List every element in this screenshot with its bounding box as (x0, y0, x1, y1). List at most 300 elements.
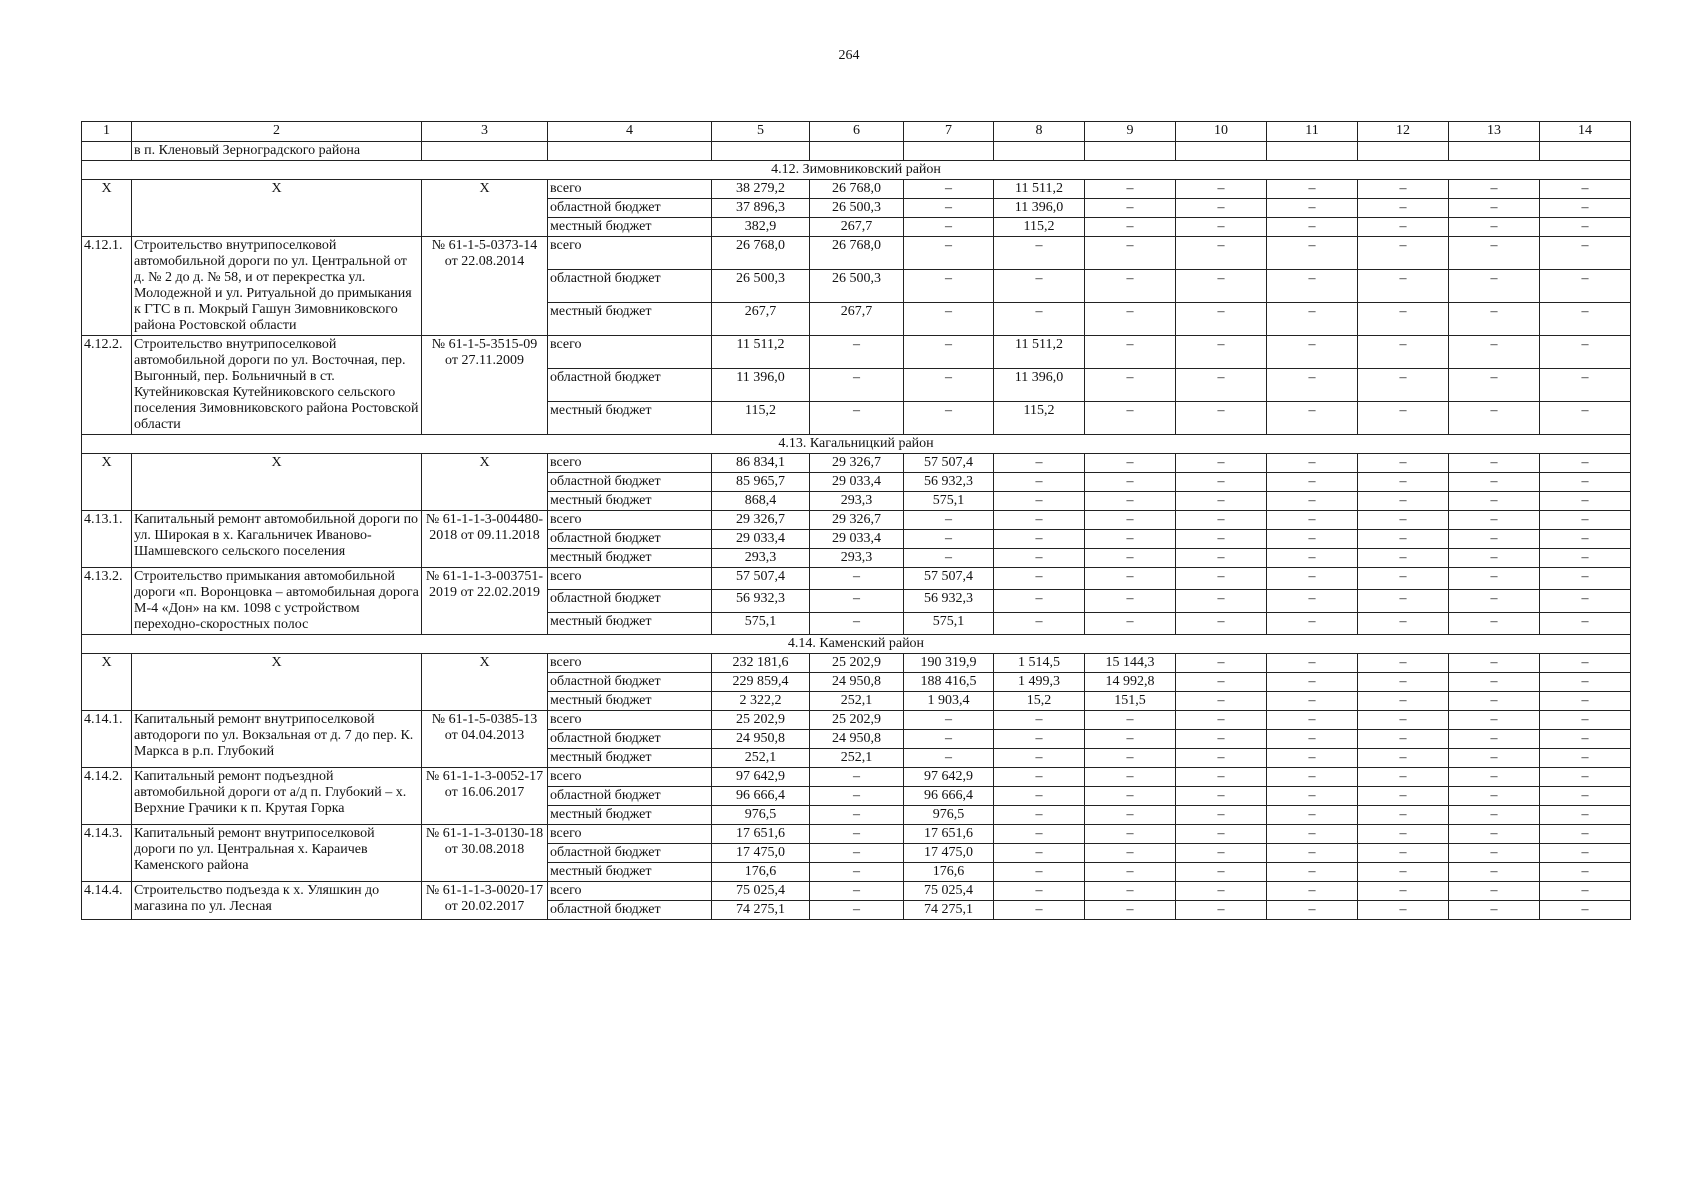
budget-type: местный бюджет (548, 549, 712, 568)
amount-cell: – (1449, 882, 1540, 901)
amount-cell: – (1449, 511, 1540, 530)
budget-type: областной бюджет (548, 590, 712, 612)
item-name: Х (132, 454, 422, 511)
amount-cell: – (1176, 511, 1267, 530)
amount-cell: – (1267, 336, 1358, 369)
amount-cell: – (1358, 692, 1449, 711)
amount-cell: – (1267, 530, 1358, 549)
section-title: 4.14. Каменский район (82, 635, 1631, 654)
amount-cell: – (1540, 270, 1631, 303)
amount-cell: 15 144,3 (1085, 654, 1176, 673)
amount-cell: 17 475,0 (712, 844, 810, 863)
cell-empty (904, 142, 994, 161)
amount-cell: – (1085, 218, 1176, 237)
amount-cell: – (1540, 882, 1631, 901)
amount-cell: 11 396,0 (994, 199, 1085, 218)
amount-cell: – (1540, 303, 1631, 336)
amount-cell: – (1449, 844, 1540, 863)
amount-cell: – (1176, 492, 1267, 511)
budget-type: местный бюджет (548, 749, 712, 768)
budget-type: местный бюджет (548, 806, 712, 825)
amount-cell: – (1449, 473, 1540, 492)
amount-cell: – (904, 199, 994, 218)
item-row (82, 568, 1631, 590)
amount-cell: – (994, 787, 1085, 806)
amount-cell: – (1267, 711, 1358, 730)
amount-cell: – (1267, 237, 1358, 270)
amount-cell: – (1176, 549, 1267, 568)
amount-cell: – (1267, 654, 1358, 673)
budget-type: местный бюджет (548, 303, 712, 336)
column-number: 14 (1540, 122, 1631, 142)
amount-cell: 267,7 (712, 303, 810, 336)
amount-cell: – (994, 530, 1085, 549)
amount-cell: – (1358, 787, 1449, 806)
amount-cell: – (1358, 654, 1449, 673)
amount-cell: – (1085, 590, 1176, 612)
amount-cell: – (1176, 654, 1267, 673)
amount-cell: 56 932,3 (904, 473, 994, 492)
amount-cell: 74 275,1 (712, 901, 810, 920)
amount-cell: 575,1 (904, 492, 994, 511)
column-number: 13 (1449, 122, 1540, 142)
amount-cell: – (1540, 369, 1631, 402)
amount-cell: – (1358, 549, 1449, 568)
document-number: № 61-1-1-3-0052-17 от 16.06.2017 (422, 768, 548, 825)
amount-cell: – (1358, 590, 1449, 612)
amount-cell: – (1176, 402, 1267, 435)
amount-cell: – (1540, 180, 1631, 199)
item-number: 4.14.1. (82, 711, 132, 768)
amount-cell: 57 507,4 (904, 454, 994, 473)
cell-empty (82, 142, 132, 161)
amount-cell: 11 396,0 (994, 369, 1085, 402)
amount-cell: – (1176, 336, 1267, 369)
amount-cell: – (1358, 270, 1449, 303)
amount-cell: – (904, 402, 994, 435)
amount-cell: – (1085, 402, 1176, 435)
amount-cell: – (1267, 402, 1358, 435)
amount-cell: 24 950,8 (810, 673, 904, 692)
amount-cell: – (994, 749, 1085, 768)
amount-cell: – (1267, 511, 1358, 530)
amount-cell: – (1176, 711, 1267, 730)
amount-cell: 25 202,9 (712, 711, 810, 730)
column-number: 12 (1358, 122, 1449, 142)
amount-cell: 26 500,3 (712, 270, 810, 303)
amount-cell: – (1176, 863, 1267, 882)
amount-cell: – (1358, 369, 1449, 402)
amount-cell: – (904, 549, 994, 568)
amount-cell: 188 416,5 (904, 673, 994, 692)
cell-empty (1540, 142, 1631, 161)
amount-cell: – (1358, 199, 1449, 218)
amount-cell: 96 666,4 (904, 787, 994, 806)
amount-cell: – (904, 711, 994, 730)
amount-cell: 229 859,4 (712, 673, 810, 692)
amount-cell: – (1449, 901, 1540, 920)
amount-cell: – (1267, 863, 1358, 882)
amount-cell: – (1358, 511, 1449, 530)
amount-cell: – (1176, 787, 1267, 806)
amount-cell: – (904, 237, 994, 270)
amount-cell: – (994, 806, 1085, 825)
budget-type: областной бюджет (548, 730, 712, 749)
budget-type: областной бюджет (548, 270, 712, 303)
item-row (82, 237, 1631, 270)
amount-cell: – (1085, 730, 1176, 749)
amount-cell: – (1449, 369, 1540, 402)
amount-cell: – (994, 303, 1085, 336)
amount-cell: 74 275,1 (904, 901, 994, 920)
amount-cell: 26 768,0 (810, 180, 904, 199)
amount-cell: – (810, 402, 904, 435)
amount-cell: – (1085, 901, 1176, 920)
amount-cell: – (1267, 673, 1358, 692)
item-row (82, 882, 1631, 901)
item-number: 4.13.1. (82, 511, 132, 568)
budget-type: областной бюджет (548, 844, 712, 863)
amount-cell: – (1540, 654, 1631, 673)
amount-cell: – (1085, 787, 1176, 806)
amount-cell: – (904, 218, 994, 237)
item-name: Капитальный ремонт внутрипоселковой дороги по ул. Центральная х. Караичев Каменского района (132, 825, 422, 882)
column-number: 3 (422, 122, 548, 142)
amount-cell: – (1085, 530, 1176, 549)
amount-cell: – (1085, 199, 1176, 218)
continuation-row (82, 142, 1631, 161)
column-number: 2 (132, 122, 422, 142)
amount-cell: 17 651,6 (712, 825, 810, 844)
amount-cell: 29 033,4 (810, 473, 904, 492)
amount-cell: – (904, 303, 994, 336)
amount-cell: – (1267, 270, 1358, 303)
amount-cell: 15,2 (994, 692, 1085, 711)
budget-type: местный бюджет (548, 402, 712, 435)
amount-cell: – (994, 768, 1085, 787)
amount-cell: – (1358, 530, 1449, 549)
amount-cell: – (1358, 901, 1449, 920)
amount-cell: – (1085, 863, 1176, 882)
item-name: Капитальный ремонт подъездной автомобильной дороги от а/д п. Глубокий – х. Верхние Грачики к п. Крутая Горка (132, 768, 422, 825)
amount-cell: 267,7 (810, 303, 904, 336)
budget-table (81, 121, 1631, 920)
amount-cell: – (1267, 369, 1358, 402)
amount-cell: – (810, 863, 904, 882)
amount-cell: – (1449, 402, 1540, 435)
item-row (82, 336, 1631, 369)
amount-cell: 75 025,4 (904, 882, 994, 901)
amount-cell: – (994, 844, 1085, 863)
amount-cell: – (1540, 612, 1631, 634)
amount-cell: 1 499,3 (994, 673, 1085, 692)
item-number: 4.12.2. (82, 336, 132, 435)
budget-type: областной бюджет (548, 199, 712, 218)
amount-cell: – (810, 568, 904, 590)
amount-cell: – (1085, 882, 1176, 901)
amount-cell: – (994, 270, 1085, 303)
document-number: Х (422, 454, 548, 511)
budget-type: всего (548, 882, 712, 901)
document-number: № 61-1-5-0385-13 от 04.04.2013 (422, 711, 548, 768)
item-name: Строительство внутрипоселковой автомобильной дороги по ул. Центральной от д. № 2 до д. № 58, и от перекрестка ул. Молодежной и ул. Ритуальной до примыкания к ГТС в п. Мокрый Гашун Зимовниковского района Ростовской области (132, 237, 422, 336)
column-number: 1 (82, 122, 132, 142)
amount-cell: – (994, 454, 1085, 473)
amount-cell: – (1267, 303, 1358, 336)
amount-cell: – (1540, 511, 1631, 530)
amount-cell: – (1540, 768, 1631, 787)
amount-cell: – (1449, 825, 1540, 844)
budget-type: областной бюджет (548, 673, 712, 692)
budget-type: всего (548, 180, 712, 199)
amount-cell: – (1358, 844, 1449, 863)
budget-type: всего (548, 654, 712, 673)
amount-cell: – (994, 473, 1085, 492)
amount-cell: – (1449, 199, 1540, 218)
amount-cell: – (810, 369, 904, 402)
amount-cell: – (994, 825, 1085, 844)
column-number: 8 (994, 122, 1085, 142)
cell-empty (1449, 142, 1540, 161)
budget-type: всего (548, 336, 712, 369)
amount-cell: – (1449, 749, 1540, 768)
amount-cell: – (1267, 568, 1358, 590)
amount-cell: – (1449, 768, 1540, 787)
amount-cell: 14 992,8 (1085, 673, 1176, 692)
amount-cell: – (1540, 218, 1631, 237)
amount-cell: – (994, 711, 1085, 730)
amount-cell: 11 396,0 (712, 369, 810, 402)
amount-cell: – (1449, 303, 1540, 336)
budget-type: областной бюджет (548, 473, 712, 492)
item-number: 4.14.3. (82, 825, 132, 882)
amount-cell: 11 511,2 (712, 336, 810, 369)
amount-cell: – (1085, 568, 1176, 590)
amount-cell: – (1085, 825, 1176, 844)
amount-cell: – (1176, 825, 1267, 844)
section-title: 4.12. Зимовниковский район (82, 161, 1631, 180)
amount-cell: – (1085, 768, 1176, 787)
amount-cell: – (1176, 270, 1267, 303)
amount-cell: – (1267, 612, 1358, 634)
item-number: Х (82, 180, 132, 237)
amount-cell: 26 768,0 (810, 237, 904, 270)
amount-cell: – (1540, 454, 1631, 473)
amount-cell: 252,1 (810, 692, 904, 711)
cell-empty (712, 142, 810, 161)
amount-cell: – (1085, 336, 1176, 369)
document-number: № 61-1-5-3515-09 от 27.11.2009 (422, 336, 548, 435)
amount-cell: 11 511,2 (994, 336, 1085, 369)
amount-cell: – (1085, 369, 1176, 402)
item-row (82, 768, 1631, 787)
item-row (82, 825, 1631, 844)
amount-cell: – (1085, 844, 1176, 863)
amount-cell: – (1540, 844, 1631, 863)
amount-cell: – (1085, 511, 1176, 530)
amount-cell: – (1540, 473, 1631, 492)
amount-cell: 2 322,2 (712, 692, 810, 711)
amount-cell: – (1358, 768, 1449, 787)
amount-cell: – (994, 237, 1085, 270)
amount-cell: 24 950,8 (810, 730, 904, 749)
amount-cell: – (994, 492, 1085, 511)
budget-type: местный бюджет (548, 612, 712, 634)
amount-cell: – (1540, 901, 1631, 920)
item-name: Строительство подъезда к х. Уляшкин до магазина по ул. Лесная (132, 882, 422, 920)
amount-cell: – (1176, 590, 1267, 612)
amount-cell: 115,2 (994, 218, 1085, 237)
amount-cell: 26 768,0 (712, 237, 810, 270)
item-name: Х (132, 180, 422, 237)
amount-cell: – (1267, 787, 1358, 806)
amount-cell: – (994, 568, 1085, 590)
amount-cell: – (1267, 844, 1358, 863)
amount-cell: – (1358, 180, 1449, 199)
amount-cell: – (1449, 237, 1540, 270)
amount-cell: – (1176, 612, 1267, 634)
page-number: 264 (838, 48, 860, 63)
budget-type: местный бюджет (548, 492, 712, 511)
amount-cell: 97 642,9 (904, 768, 994, 787)
amount-cell: 151,5 (1085, 692, 1176, 711)
amount-cell: – (1358, 806, 1449, 825)
amount-cell: – (1358, 402, 1449, 435)
amount-cell: – (1267, 218, 1358, 237)
amount-cell: – (1267, 901, 1358, 920)
amount-cell: – (1267, 768, 1358, 787)
amount-cell: – (1358, 711, 1449, 730)
amount-cell: – (904, 749, 994, 768)
amount-cell: – (1540, 692, 1631, 711)
amount-cell: – (904, 270, 994, 303)
amount-cell: – (1085, 549, 1176, 568)
amount-cell: 25 202,9 (810, 711, 904, 730)
cell-empty (1267, 142, 1358, 161)
document-number: № 61-1-1-3-004480-2018 от 09.11.2018 (422, 511, 548, 568)
amount-cell: 575,1 (712, 612, 810, 634)
amount-cell: – (1267, 692, 1358, 711)
item-number: Х (82, 654, 132, 711)
amount-cell: – (904, 511, 994, 530)
amount-cell: – (994, 590, 1085, 612)
amount-cell: – (810, 844, 904, 863)
cell-empty (994, 142, 1085, 161)
budget-type: областной бюджет (548, 530, 712, 549)
summary-row (82, 180, 1631, 199)
amount-cell: – (810, 825, 904, 844)
amount-cell: – (1176, 673, 1267, 692)
item-name: Строительство примыкания автомобильной дороги «п. Воронцовка – автомобильная дорога М-4 «Дон» на км. 1098 с устройством переходно-скоростных полос (132, 568, 422, 635)
amount-cell: – (1449, 673, 1540, 692)
amount-cell: – (1085, 492, 1176, 511)
amount-cell: 1 514,5 (994, 654, 1085, 673)
amount-cell: – (994, 730, 1085, 749)
amount-cell: – (1540, 549, 1631, 568)
section-header-row (82, 161, 1631, 180)
amount-cell: – (1358, 612, 1449, 634)
amount-cell: – (810, 768, 904, 787)
item-number: 4.14.4. (82, 882, 132, 920)
section-header-row (82, 435, 1631, 454)
amount-cell: – (810, 901, 904, 920)
amount-cell: – (810, 612, 904, 634)
section-title: 4.13. Кагальницкий район (82, 435, 1631, 454)
amount-cell: – (1358, 336, 1449, 369)
item-number: 4.14.2. (82, 768, 132, 825)
amount-cell: – (1540, 237, 1631, 270)
amount-cell: – (1358, 749, 1449, 768)
amount-cell: – (1176, 901, 1267, 920)
amount-cell: – (1358, 568, 1449, 590)
cell-empty (1085, 142, 1176, 161)
budget-type: областной бюджет (548, 369, 712, 402)
amount-cell: – (810, 590, 904, 612)
amount-cell: – (1358, 454, 1449, 473)
amount-cell: – (1267, 590, 1358, 612)
budget-type: областной бюджет (548, 787, 712, 806)
document-number: Х (422, 654, 548, 711)
amount-cell: 976,5 (904, 806, 994, 825)
amount-cell: 11 511,2 (994, 180, 1085, 199)
amount-cell: – (1267, 749, 1358, 768)
amount-cell: – (1085, 612, 1176, 634)
amount-cell: – (1176, 369, 1267, 402)
amount-cell: – (1267, 882, 1358, 901)
amount-cell: 190 319,9 (904, 654, 994, 673)
amount-cell: 29 033,4 (810, 530, 904, 549)
amount-cell: – (1176, 199, 1267, 218)
item-name: Капитальный ремонт внутрипоселковой автодороги по ул. Вокзальная от д. 7 до пер. К. Маркса в р.п. Глубокий (132, 711, 422, 768)
amount-cell: 252,1 (712, 749, 810, 768)
amount-cell: – (994, 511, 1085, 530)
amount-cell: – (1176, 237, 1267, 270)
amount-cell: 17 651,6 (904, 825, 994, 844)
amount-cell: – (1449, 692, 1540, 711)
amount-cell: 575,1 (904, 612, 994, 634)
amount-cell: – (1449, 654, 1540, 673)
budget-type: областной бюджет (548, 901, 712, 920)
budget-type: всего (548, 568, 712, 590)
cell-empty (810, 142, 904, 161)
amount-cell: – (1358, 473, 1449, 492)
amount-cell: – (1449, 336, 1540, 369)
amount-cell: – (1358, 730, 1449, 749)
amount-cell: – (1540, 749, 1631, 768)
amount-cell: – (1085, 237, 1176, 270)
document-number: № 61-1-1-3-003751-2019 от 22.02.2019 (422, 568, 548, 635)
amount-cell: 176,6 (712, 863, 810, 882)
amount-cell: – (810, 336, 904, 369)
amount-cell: 29 326,7 (712, 511, 810, 530)
amount-cell: – (1176, 180, 1267, 199)
amount-cell: 115,2 (994, 402, 1085, 435)
amount-cell: – (1358, 303, 1449, 336)
amount-cell: 56 932,3 (904, 590, 994, 612)
amount-cell: – (1267, 180, 1358, 199)
cell-empty (422, 142, 548, 161)
amount-cell: – (1540, 825, 1631, 844)
amount-cell: – (994, 549, 1085, 568)
amount-cell: 96 666,4 (712, 787, 810, 806)
amount-cell: 75 025,4 (712, 882, 810, 901)
amount-cell: – (1267, 549, 1358, 568)
amount-cell: 868,4 (712, 492, 810, 511)
amount-cell: 85 965,7 (712, 473, 810, 492)
summary-row (82, 654, 1631, 673)
amount-cell: – (1176, 303, 1267, 336)
amount-cell: – (1176, 473, 1267, 492)
